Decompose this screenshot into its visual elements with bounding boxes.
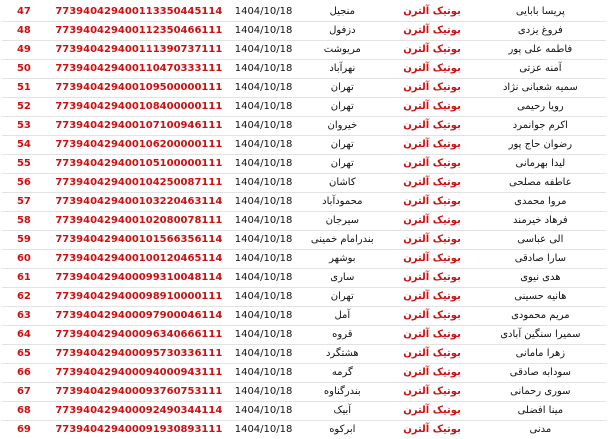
date-cell: 1404/10/18 (232, 364, 295, 383)
recipient-name-cell: رضوان حاج پور (475, 136, 606, 155)
tracking-number-cell: 773940429400112350466111 (46, 22, 232, 41)
shipment-table-body (2, 3, 606, 439)
row-number-cell: 50 (2, 60, 46, 79)
city-cell: ابرکوه (295, 421, 389, 439)
shop-name-cell: بوتیک آلترن (389, 383, 474, 402)
city-cell: نهرآباد (295, 60, 389, 79)
table-row[interactable] (2, 250, 606, 269)
shop-name-cell: بوتیک آلترن (389, 79, 474, 98)
recipient-name-cell: لیدا بهرمانی (475, 155, 606, 174)
recipient-name-cell: فاطمه علی پور (475, 41, 606, 60)
table-row[interactable] (2, 22, 606, 41)
row-number-cell: 48 (2, 22, 46, 41)
date-cell: 1404/10/18 (232, 383, 295, 402)
row-number-cell: 54 (2, 136, 46, 155)
row-number-cell: 66 (2, 364, 46, 383)
row-number-cell: 59 (2, 231, 46, 250)
table-row[interactable] (2, 193, 606, 212)
tracking-number-cell: 773940429400107100946111 (46, 117, 232, 136)
table-row[interactable] (2, 155, 606, 174)
date-cell: 1404/10/18 (232, 307, 295, 326)
city-cell: هشتگرد (295, 345, 389, 364)
recipient-name-cell: سمیه شعبانی نژاد (475, 79, 606, 98)
recipient-name-cell: پریسا بابایی (475, 3, 606, 22)
row-number-cell: 69 (2, 421, 46, 439)
shop-name-cell: بوتیک آلترن (389, 22, 474, 41)
row-number-cell: 52 (2, 98, 46, 117)
city-cell: آمل (295, 307, 389, 326)
tracking-number-cell: 773940429400101566356114 (46, 231, 232, 250)
date-cell: 1404/10/18 (232, 98, 295, 117)
shop-name-cell: بوتیک آلترن (389, 193, 474, 212)
row-number-cell: 58 (2, 212, 46, 231)
row-number-cell: 61 (2, 269, 46, 288)
shop-name-cell: بوتیک آلترن (389, 326, 474, 345)
city-cell: محمودآباد (295, 193, 389, 212)
date-cell: 1404/10/18 (232, 117, 295, 136)
recipient-name-cell: مدنی (475, 421, 606, 439)
recipient-name-cell: هانیه حسینی (475, 288, 606, 307)
city-cell: ساری (295, 269, 389, 288)
table-row[interactable] (2, 3, 606, 22)
tracking-number-cell: 773940429400102080078111 (46, 212, 232, 231)
table-row[interactable] (2, 326, 606, 345)
recipient-name-cell: الی عباسی (475, 231, 606, 250)
recipient-name-cell: مروا محمدی (475, 193, 606, 212)
tracking-number-cell: 773940429400109500000111 (46, 79, 232, 98)
recipient-name-cell: مریم محمودی (475, 307, 606, 326)
tracking-number-cell: 773940429400093760753111 (46, 383, 232, 402)
table-row[interactable] (2, 212, 606, 231)
row-number-cell: 47 (2, 3, 46, 22)
recipient-name-cell: سودابه صادقی (475, 364, 606, 383)
row-number-cell: 56 (2, 174, 46, 193)
recipient-name-cell: سمیرا سنگین آبادی (475, 326, 606, 345)
date-cell: 1404/10/18 (232, 174, 295, 193)
shop-name-cell: بوتیک آلترن (389, 117, 474, 136)
shop-name-cell: بوتیک آلترن (389, 212, 474, 231)
recipient-name-cell: اکرم جوانمرد (475, 117, 606, 136)
table-row[interactable] (2, 345, 606, 364)
city-cell: خیروان (295, 117, 389, 136)
city-cell: تهران (295, 98, 389, 117)
shop-name-cell: بوتیک آلترن (389, 231, 474, 250)
tracking-number-cell: 773940429400095730336111 (46, 345, 232, 364)
row-number-cell: 57 (2, 193, 46, 212)
tracking-number-cell: 773940429400106200000111 (46, 136, 232, 155)
tracking-number-cell: 773940429400105100000111 (46, 155, 232, 174)
shop-name-cell: بوتیک آلترن (389, 402, 474, 421)
row-number-cell: 65 (2, 345, 46, 364)
date-cell: 1404/10/18 (232, 288, 295, 307)
table-row[interactable] (2, 41, 606, 60)
city-cell: تهران (295, 79, 389, 98)
shop-name-cell: بوتیک آلترن (389, 60, 474, 79)
row-number-cell: 53 (2, 117, 46, 136)
tracking-number-cell: 773940429400103220463114 (46, 193, 232, 212)
table-row[interactable] (2, 98, 606, 117)
date-cell: 1404/10/18 (232, 402, 295, 421)
tracking-number-cell: 773940429400098910000111 (46, 288, 232, 307)
row-number-cell: 67 (2, 383, 46, 402)
tracking-number-cell: 773940429400092490344114 (46, 402, 232, 421)
table-row[interactable] (2, 136, 606, 155)
tracking-number-cell: 773940429400100120465114 (46, 250, 232, 269)
date-cell: 1404/10/18 (232, 136, 295, 155)
date-cell: 1404/10/18 (232, 22, 295, 41)
tracking-number-cell: 773940429400110470333111 (46, 60, 232, 79)
city-cell: کاشان (295, 174, 389, 193)
city-cell: آبیک (295, 402, 389, 421)
row-number-cell: 63 (2, 307, 46, 326)
row-number-cell: 62 (2, 288, 46, 307)
recipient-name-cell: فرهاد خیرمند (475, 212, 606, 231)
recipient-name-cell: زهرا مامانی (475, 345, 606, 364)
table-row[interactable] (2, 383, 606, 402)
city-cell: تهران (295, 155, 389, 174)
tracking-number-cell: 773940429400108400000111 (46, 98, 232, 117)
date-cell: 1404/10/18 (232, 345, 295, 364)
date-cell: 1404/10/18 (232, 60, 295, 79)
table-row[interactable] (2, 307, 606, 326)
table-row[interactable] (2, 174, 606, 193)
shipment-table (2, 3, 606, 439)
city-cell: تهران (295, 136, 389, 155)
city-cell: منجیل (295, 3, 389, 22)
shop-name-cell: بوتیک آلترن (389, 269, 474, 288)
shop-name-cell: بوتیک آلترن (389, 421, 474, 439)
date-cell: 1404/10/18 (232, 250, 295, 269)
shop-name-cell: بوتیک آلترن (389, 250, 474, 269)
shop-name-cell: بوتیک آلترن (389, 98, 474, 117)
recipient-name-cell: مینا افضلی (475, 402, 606, 421)
city-cell: بوشهر (295, 250, 389, 269)
date-cell: 1404/10/18 (232, 79, 295, 98)
city-cell: سیرجان (295, 212, 389, 231)
shop-name-cell: بوتیک آلترن (389, 307, 474, 326)
recipient-name-cell: هدی نیوی (475, 269, 606, 288)
city-cell: بندرامام خمینی (295, 231, 389, 250)
shop-name-cell: بوتیک آلترن (389, 3, 474, 22)
city-cell: گرمه (295, 364, 389, 383)
city-cell: بندرگناوه (295, 383, 389, 402)
tracking-number-cell: 773940429400113350445114 (46, 3, 232, 22)
table-row[interactable] (2, 288, 606, 307)
date-cell: 1404/10/18 (232, 3, 295, 22)
table-row[interactable] (2, 79, 606, 98)
row-number-cell: 68 (2, 402, 46, 421)
date-cell: 1404/10/18 (232, 212, 295, 231)
tracking-number-cell: 773940429400091930893111 (46, 421, 232, 439)
recipient-name-cell: سوری رحمانی (475, 383, 606, 402)
shop-name-cell: بوتیک آلترن (389, 136, 474, 155)
shop-name-cell: بوتیک آلترن (389, 41, 474, 60)
city-cell: قروه (295, 326, 389, 345)
date-cell: 1404/10/18 (232, 421, 295, 439)
table-row[interactable] (2, 421, 606, 439)
date-cell: 1404/10/18 (232, 326, 295, 345)
recipient-name-cell: آمنه عزتی (475, 60, 606, 79)
date-cell: 1404/10/18 (232, 193, 295, 212)
row-number-cell: 49 (2, 41, 46, 60)
shop-name-cell: بوتیک آلترن (389, 345, 474, 364)
table-row[interactable] (2, 117, 606, 136)
recipient-name-cell: رویا رحیمی (475, 98, 606, 117)
row-number-cell: 64 (2, 326, 46, 345)
tracking-number-cell: 773940429400096340666111 (46, 326, 232, 345)
row-number-cell: 55 (2, 155, 46, 174)
date-cell: 1404/10/18 (232, 41, 295, 60)
shop-name-cell: بوتیک آلترن (389, 364, 474, 383)
recipient-name-cell: عاطفه مصلحی (475, 174, 606, 193)
recipient-name-cell: سارا صادقی (475, 250, 606, 269)
tracking-number-cell: 773940429400111390737111 (46, 41, 232, 60)
tracking-number-cell: 773940429400097900046114 (46, 307, 232, 326)
tracking-number-cell: 773940429400099310048114 (46, 269, 232, 288)
city-cell: تهران (295, 288, 389, 307)
date-cell: 1404/10/18 (232, 155, 295, 174)
table-row[interactable] (2, 231, 606, 250)
city-cell: مریوشت (295, 41, 389, 60)
date-cell: 1404/10/18 (232, 269, 295, 288)
shop-name-cell: بوتیک آلترن (389, 174, 474, 193)
table-row[interactable] (2, 269, 606, 288)
tracking-number-cell: 773940429400104250087111 (46, 174, 232, 193)
tracking-number-cell: 773940429400094000943111 (46, 364, 232, 383)
recipient-name-cell: فروغ یزدی (475, 22, 606, 41)
city-cell: دزفول (295, 22, 389, 41)
row-number-cell: 51 (2, 79, 46, 98)
table-row[interactable] (2, 60, 606, 79)
row-number-cell: 60 (2, 250, 46, 269)
shop-name-cell: بوتیک آلترن (389, 155, 474, 174)
shop-name-cell: بوتیک آلترن (389, 288, 474, 307)
table-row[interactable] (2, 402, 606, 421)
table-row[interactable] (2, 364, 606, 383)
date-cell: 1404/10/18 (232, 231, 295, 250)
